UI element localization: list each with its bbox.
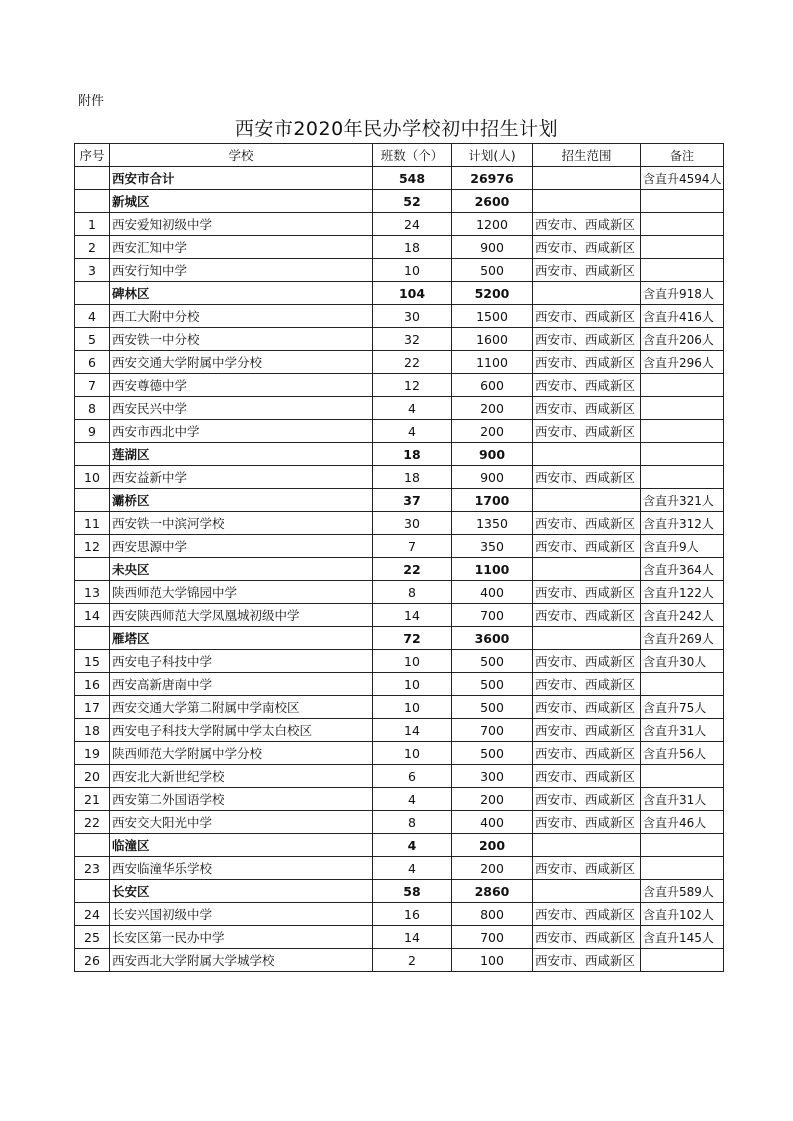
district-row	[75, 834, 724, 857]
cell-plan: 2600	[452, 190, 533, 213]
cell-school: 灞桥区	[110, 489, 373, 512]
cell-range: 西安市、西咸新区	[533, 466, 641, 489]
cell-classes: 18	[373, 236, 452, 259]
cell-classes: 37	[373, 489, 452, 512]
cell-note	[641, 236, 724, 259]
cell-school: 西安第二外国语学校	[110, 788, 373, 811]
cell-range: 西安市、西咸新区	[533, 535, 641, 558]
cell-plan: 400	[452, 811, 533, 834]
cell-plan: 900	[452, 236, 533, 259]
cell-school: 西安交大阳光中学	[110, 811, 373, 834]
table-row	[75, 259, 724, 282]
cell-note: 含直升30人	[641, 650, 724, 673]
cell-no: 26	[75, 949, 110, 972]
cell-classes: 10	[373, 696, 452, 719]
cell-note	[641, 213, 724, 236]
cell-note: 含直升918人	[641, 282, 724, 305]
cell-plan: 500	[452, 650, 533, 673]
cell-school: 西安北大新世纪学校	[110, 765, 373, 788]
cell-plan: 300	[452, 765, 533, 788]
cell-no: 10	[75, 466, 110, 489]
cell-range: 西安市、西咸新区	[533, 420, 641, 443]
cell-classes: 104	[373, 282, 452, 305]
cell-range	[533, 834, 641, 857]
table-row	[75, 466, 724, 489]
table-row	[75, 903, 724, 926]
cell-note: 含直升312人	[641, 512, 724, 535]
cell-range: 西安市、西咸新区	[533, 213, 641, 236]
cell-plan: 5200	[452, 282, 533, 305]
table-row	[75, 719, 724, 742]
table-row	[75, 650, 724, 673]
table-row	[75, 673, 724, 696]
table-row	[75, 788, 724, 811]
cell-no: 13	[75, 581, 110, 604]
cell-plan: 1350	[452, 512, 533, 535]
cell-no: 18	[75, 719, 110, 742]
cell-no	[75, 443, 110, 466]
cell-no: 1	[75, 213, 110, 236]
cell-note: 含直升4594人	[641, 167, 724, 190]
cell-no: 12	[75, 535, 110, 558]
cell-range: 西安市、西咸新区	[533, 788, 641, 811]
cell-school: 长安区	[110, 880, 373, 903]
cell-plan: 500	[452, 742, 533, 765]
table-row	[75, 351, 724, 374]
cell-no: 22	[75, 811, 110, 834]
cell-range	[533, 190, 641, 213]
cell-note: 含直升269人	[641, 627, 724, 650]
header-no: 序号	[75, 144, 110, 167]
cell-plan: 800	[452, 903, 533, 926]
cell-plan: 3600	[452, 627, 533, 650]
table-row	[75, 926, 724, 949]
cell-range	[533, 489, 641, 512]
cell-classes: 2	[373, 949, 452, 972]
table-row	[75, 420, 724, 443]
cell-note	[641, 857, 724, 880]
cell-range: 西安市、西咸新区	[533, 259, 641, 282]
cell-note: 含直升321人	[641, 489, 724, 512]
cell-school: 西安铁一中滨河学校	[110, 512, 373, 535]
cell-range: 西安市、西咸新区	[533, 742, 641, 765]
district-row	[75, 627, 724, 650]
cell-school: 西安电子科技大学附属中学太白校区	[110, 719, 373, 742]
cell-school: 西安高新唐南中学	[110, 673, 373, 696]
cell-range: 西安市、西咸新区	[533, 328, 641, 351]
cell-classes: 4	[373, 857, 452, 880]
table-row	[75, 236, 724, 259]
cell-no: 16	[75, 673, 110, 696]
cell-note	[641, 765, 724, 788]
cell-classes: 24	[373, 213, 452, 236]
cell-range	[533, 443, 641, 466]
cell-note: 含直升46人	[641, 811, 724, 834]
cell-no	[75, 282, 110, 305]
cell-school: 西安电子科技中学	[110, 650, 373, 673]
cell-plan: 200	[452, 834, 533, 857]
cell-no: 8	[75, 397, 110, 420]
cell-school: 西安民兴中学	[110, 397, 373, 420]
cell-plan: 500	[452, 259, 533, 282]
cell-note	[641, 259, 724, 282]
cell-school: 陕西师范大学附属中学分校	[110, 742, 373, 765]
cell-no	[75, 558, 110, 581]
cell-classes: 16	[373, 903, 452, 926]
cell-no: 3	[75, 259, 110, 282]
cell-note: 含直升56人	[641, 742, 724, 765]
cell-range: 西安市、西咸新区	[533, 926, 641, 949]
cell-classes: 4	[373, 788, 452, 811]
cell-range: 西安市、西咸新区	[533, 374, 641, 397]
cell-no: 17	[75, 696, 110, 719]
cell-no: 21	[75, 788, 110, 811]
cell-note	[641, 673, 724, 696]
cell-no: 23	[75, 857, 110, 880]
cell-classes: 30	[373, 305, 452, 328]
cell-note	[641, 443, 724, 466]
cell-school: 西安爱知初级中学	[110, 213, 373, 236]
cell-no: 24	[75, 903, 110, 926]
cell-plan: 500	[452, 696, 533, 719]
cell-school: 西安交通大学第二附属中学南校区	[110, 696, 373, 719]
table-row	[75, 374, 724, 397]
cell-plan: 1100	[452, 558, 533, 581]
header-range: 招生范围	[533, 144, 641, 167]
cell-note: 含直升122人	[641, 581, 724, 604]
cell-school: 西安陕西师范大学凤凰城初级中学	[110, 604, 373, 627]
cell-range: 西安市、西咸新区	[533, 351, 641, 374]
cell-school: 西工大附中分校	[110, 305, 373, 328]
cell-plan: 500	[452, 673, 533, 696]
cell-no	[75, 880, 110, 903]
cell-classes: 4	[373, 834, 452, 857]
cell-note	[641, 834, 724, 857]
cell-classes: 12	[373, 374, 452, 397]
cell-school: 西安汇知中学	[110, 236, 373, 259]
table-body	[75, 167, 724, 972]
header-note: 备注	[641, 144, 724, 167]
enrollment-plan-table	[74, 143, 724, 972]
table-row	[75, 535, 724, 558]
cell-plan: 700	[452, 719, 533, 742]
cell-no	[75, 489, 110, 512]
cell-no: 20	[75, 765, 110, 788]
cell-classes: 22	[373, 351, 452, 374]
cell-range: 西安市、西咸新区	[533, 765, 641, 788]
cell-school: 西安铁一中分校	[110, 328, 373, 351]
cell-range: 西安市、西咸新区	[533, 673, 641, 696]
cell-range: 西安市、西咸新区	[533, 581, 641, 604]
table-header-row	[75, 144, 724, 167]
cell-note: 含直升206人	[641, 328, 724, 351]
cell-school: 莲湖区	[110, 443, 373, 466]
cell-classes: 6	[373, 765, 452, 788]
district-row	[75, 880, 724, 903]
cell-classes: 18	[373, 466, 452, 489]
cell-school: 西安市西北中学	[110, 420, 373, 443]
table-row	[75, 696, 724, 719]
cell-classes: 52	[373, 190, 452, 213]
cell-school: 西安尊德中学	[110, 374, 373, 397]
cell-classes: 10	[373, 673, 452, 696]
cell-no: 2	[75, 236, 110, 259]
cell-note: 含直升416人	[641, 305, 724, 328]
cell-note	[641, 397, 724, 420]
cell-plan: 350	[452, 535, 533, 558]
cell-plan: 100	[452, 949, 533, 972]
cell-plan: 2860	[452, 880, 533, 903]
cell-plan: 700	[452, 926, 533, 949]
cell-note: 含直升102人	[641, 903, 724, 926]
cell-range	[533, 558, 641, 581]
cell-no: 6	[75, 351, 110, 374]
cell-range	[533, 282, 641, 305]
cell-classes: 14	[373, 719, 452, 742]
cell-no: 14	[75, 604, 110, 627]
cell-range: 西安市、西咸新区	[533, 512, 641, 535]
cell-classes: 8	[373, 811, 452, 834]
cell-note	[641, 190, 724, 213]
cell-school: 西安西北大学附属大学城学校	[110, 949, 373, 972]
cell-plan: 200	[452, 397, 533, 420]
cell-school: 西安临潼华乐学校	[110, 857, 373, 880]
table-row	[75, 604, 724, 627]
header-classes: 班数（个）	[373, 144, 452, 167]
cell-school: 西安思源中学	[110, 535, 373, 558]
cell-range: 西安市、西咸新区	[533, 696, 641, 719]
cell-note: 含直升75人	[641, 696, 724, 719]
district-row	[75, 558, 724, 581]
cell-plan: 400	[452, 581, 533, 604]
cell-range: 西安市、西咸新区	[533, 811, 641, 834]
cell-note: 含直升296人	[641, 351, 724, 374]
cell-range	[533, 880, 641, 903]
cell-classes: 10	[373, 650, 452, 673]
cell-plan: 1200	[452, 213, 533, 236]
table-row	[75, 765, 724, 788]
cell-classes: 10	[373, 259, 452, 282]
total-row	[75, 167, 724, 190]
district-row	[75, 489, 724, 512]
cell-note: 含直升145人	[641, 926, 724, 949]
cell-note: 含直升31人	[641, 788, 724, 811]
cell-school: 临潼区	[110, 834, 373, 857]
cell-no: 19	[75, 742, 110, 765]
table-row	[75, 857, 724, 880]
cell-school: 陕西师范大学锦园中学	[110, 581, 373, 604]
cell-classes: 18	[373, 443, 452, 466]
cell-no: 15	[75, 650, 110, 673]
table-row	[75, 811, 724, 834]
table-row	[75, 397, 724, 420]
cell-classes: 10	[373, 742, 452, 765]
cell-note	[641, 374, 724, 397]
cell-classes: 548	[373, 167, 452, 190]
cell-no	[75, 190, 110, 213]
header-plan: 计划(人)	[452, 144, 533, 167]
cell-range: 西安市、西咸新区	[533, 236, 641, 259]
cell-no: 9	[75, 420, 110, 443]
cell-school: 西安交通大学附属中学分校	[110, 351, 373, 374]
cell-classes: 8	[373, 581, 452, 604]
cell-school: 新城区	[110, 190, 373, 213]
cell-note	[641, 949, 724, 972]
cell-note	[641, 420, 724, 443]
cell-no: 7	[75, 374, 110, 397]
cell-range: 西安市、西咸新区	[533, 903, 641, 926]
cell-plan: 900	[452, 466, 533, 489]
cell-plan: 900	[452, 443, 533, 466]
district-row	[75, 443, 724, 466]
district-row	[75, 282, 724, 305]
cell-note: 含直升589人	[641, 880, 724, 903]
cell-no: 5	[75, 328, 110, 351]
cell-plan: 1700	[452, 489, 533, 512]
cell-note: 含直升364人	[641, 558, 724, 581]
cell-classes: 4	[373, 397, 452, 420]
cell-note: 含直升9人	[641, 535, 724, 558]
cell-classes: 14	[373, 604, 452, 627]
cell-classes: 58	[373, 880, 452, 903]
cell-classes: 32	[373, 328, 452, 351]
cell-range: 西安市、西咸新区	[533, 604, 641, 627]
cell-plan: 200	[452, 857, 533, 880]
cell-classes: 22	[373, 558, 452, 581]
cell-range: 西安市、西咸新区	[533, 650, 641, 673]
cell-no	[75, 167, 110, 190]
cell-range: 西安市、西咸新区	[533, 857, 641, 880]
cell-classes: 14	[373, 926, 452, 949]
cell-school: 西安行知中学	[110, 259, 373, 282]
cell-plan: 26976	[452, 167, 533, 190]
district-row	[75, 190, 724, 213]
cell-range: 西安市、西咸新区	[533, 305, 641, 328]
table-row	[75, 213, 724, 236]
cell-classes: 30	[373, 512, 452, 535]
cell-school: 碑林区	[110, 282, 373, 305]
cell-no: 25	[75, 926, 110, 949]
cell-range: 西安市、西咸新区	[533, 397, 641, 420]
cell-note: 含直升242人	[641, 604, 724, 627]
cell-range: 西安市、西咸新区	[533, 949, 641, 972]
attachment-label: 附件	[78, 94, 105, 109]
cell-plan: 200	[452, 420, 533, 443]
page-title: 西安市2020年民办学校初中招生计划	[234, 118, 559, 140]
cell-plan: 1500	[452, 305, 533, 328]
cell-school: 未央区	[110, 558, 373, 581]
cell-note	[641, 466, 724, 489]
cell-school: 长安兴国初级中学	[110, 903, 373, 926]
cell-range	[533, 167, 641, 190]
cell-plan: 1600	[452, 328, 533, 351]
cell-plan: 700	[452, 604, 533, 627]
cell-classes: 7	[373, 535, 452, 558]
cell-plan: 600	[452, 374, 533, 397]
cell-school: 长安区第一民办中学	[110, 926, 373, 949]
cell-plan: 1100	[452, 351, 533, 374]
table-row	[75, 949, 724, 972]
cell-classes: 4	[373, 420, 452, 443]
table-row	[75, 512, 724, 535]
table-row	[75, 742, 724, 765]
cell-no: 4	[75, 305, 110, 328]
cell-note: 含直升31人	[641, 719, 724, 742]
header-school: 学校	[110, 144, 373, 167]
cell-range	[533, 627, 641, 650]
cell-no	[75, 834, 110, 857]
table-row	[75, 581, 724, 604]
cell-plan: 200	[452, 788, 533, 811]
cell-no: 11	[75, 512, 110, 535]
table-row	[75, 328, 724, 351]
cell-school: 雁塔区	[110, 627, 373, 650]
cell-range: 西安市、西咸新区	[533, 719, 641, 742]
cell-classes: 72	[373, 627, 452, 650]
cell-no	[75, 627, 110, 650]
table-row	[75, 305, 724, 328]
cell-school: 西安益新中学	[110, 466, 373, 489]
cell-school: 西安市合计	[110, 167, 373, 190]
